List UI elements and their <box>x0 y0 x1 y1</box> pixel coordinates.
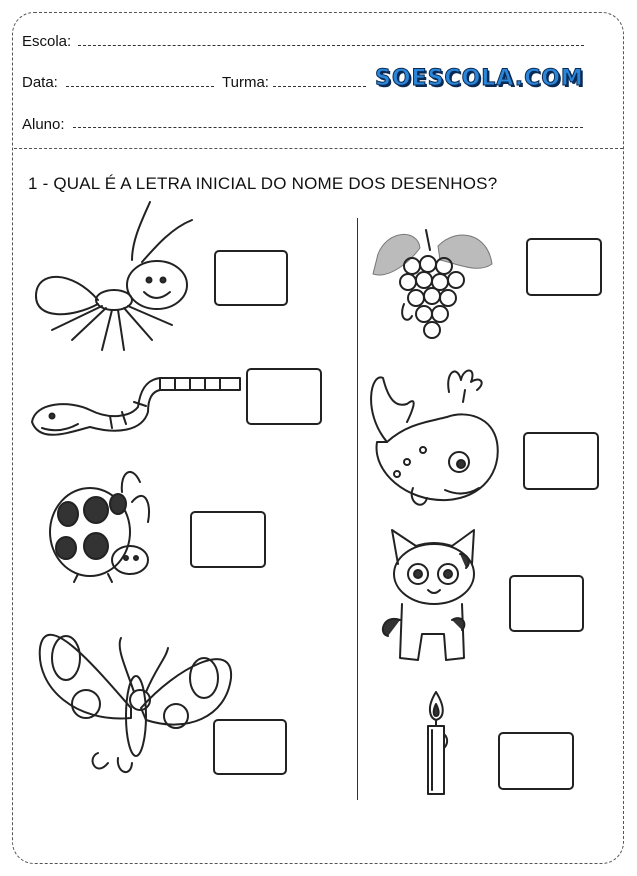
school-label: Escola: <box>22 33 72 50</box>
header-divider <box>14 148 623 149</box>
site-logo: SOESCOLA.COM <box>375 66 584 91</box>
answer-box-cat[interactable] <box>509 575 584 632</box>
cat-icon <box>378 524 488 672</box>
answer-box-ant[interactable] <box>214 250 288 306</box>
student-field[interactable] <box>73 127 583 128</box>
butterfly-icon <box>36 608 236 783</box>
class-field[interactable] <box>273 86 366 87</box>
answer-box-butterfly[interactable] <box>213 719 287 775</box>
answer-box-grapes[interactable] <box>526 238 602 296</box>
student-label: Aluno: <box>22 116 65 133</box>
date-field[interactable] <box>66 86 214 87</box>
school-field[interactable] <box>78 45 584 46</box>
class-label: Turma: <box>222 74 269 91</box>
whale-icon <box>367 362 507 514</box>
ant-icon <box>32 200 192 355</box>
answer-box-ladybug[interactable] <box>190 511 266 568</box>
question-title: 1 - QUAL É A LETRA INICIAL DO NOME DOS DESENHOS? <box>28 174 498 193</box>
column-divider <box>357 218 358 800</box>
answer-box-worm[interactable] <box>246 368 322 425</box>
grapes-icon <box>368 224 496 346</box>
candle-icon <box>420 690 456 802</box>
answer-box-whale[interactable] <box>523 432 599 490</box>
worm-icon <box>30 372 245 444</box>
date-label: Data: <box>22 74 58 91</box>
ladybug-icon <box>48 462 153 584</box>
answer-box-candle[interactable] <box>498 732 574 790</box>
